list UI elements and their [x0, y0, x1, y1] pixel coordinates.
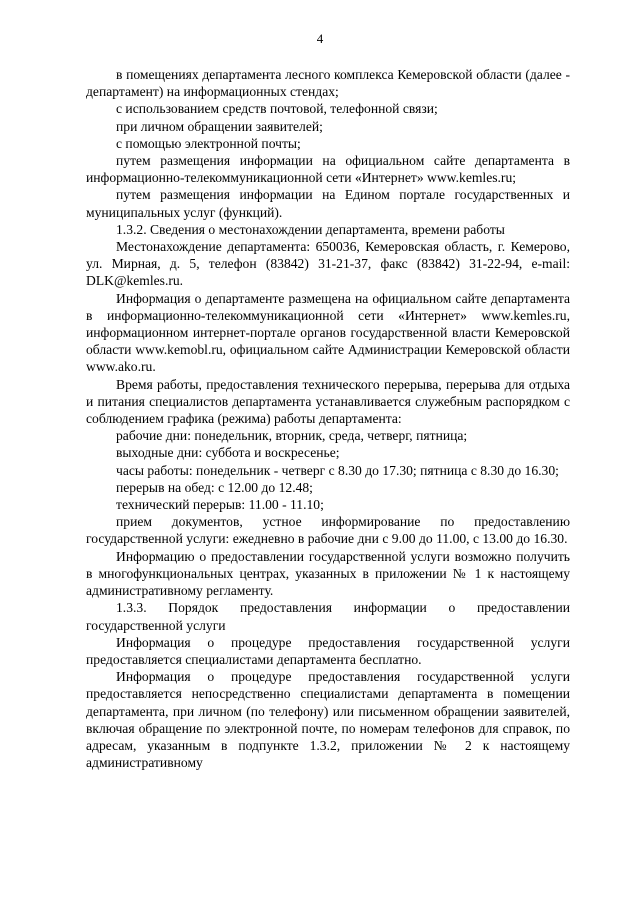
section-heading-1-3-3: 1.3.3. Порядок предоставления информации о предоставлении государственной услуги [86, 600, 570, 633]
paragraph-location: Местонахождение департамента: 650036, Кемеровская область, г. Кемерово, ул. Мирная, д. 5, телефон (83842) 31-21-37, факс (83842) 31-22-94, e-mail: DLK@kemles.ru. [86, 239, 570, 289]
paragraph-info-stands: в помещениях департамента лесного комплекса Кемеровской области (далее - департамент) на информационных стендах; [86, 67, 570, 100]
document-body [86, 66, 570, 771]
paragraph-working-days: рабочие дни: понедельник, вторник, среда, четверг, пятница; [116, 428, 468, 444]
paragraph-lunch-break: перерыв на обед: с 12.00 до 12.48; [116, 479, 313, 495]
paragraph-email: с помощью электронной почты; [116, 135, 301, 151]
paragraph-mfc: Информацию о предоставлении государственной услуги возможно получить в многофункциональных центрах, указанных в приложении № 1 к настоящему административному регламенту. [86, 548, 570, 599]
paragraph-working-hours: часы работы: понедельник - четверг с 8.30 до 17.30; пятница с 8.30 до 16.30; [116, 462, 559, 478]
paragraph-websites: Информация о департаменте размещена на официальном сайте департамента в информационно-телекоммуникационной сети «Интернет» www.kemles.ru, информационном интернет-портале органов государственной власти Кемеровской области www.kemobl.ru, официальном сайте Администрации Кемеровской области www.ako.ru. [86, 290, 570, 375]
paragraph-days-off: выходные дни: суббота и воскресенье; [116, 445, 340, 461]
paragraph-unified-portal: путем размещения информации на Едином портале государственных и муниципальных услуг (функций). [86, 187, 570, 220]
paragraph-procedure-info: Информация о процедуре предоставления государственной услуги предоставляется непосредственно специалистами департамента в помещении департамента, при личном (по телефону) или письменном обращении заявителей, включая обращение по электронной почте, по номерам телефонов для справок, по адресам, указанным в подпункте 1.3.2, приложении № 2 к настоящему административному [86, 669, 570, 771]
paragraph-official-site: путем размещения информации на официальном сайте департамента в информационно-телекоммуникационной сети «Интернет» www.kemles.ru; [86, 153, 570, 186]
paragraph-personal-request: при личном обращении заявителей; [116, 118, 323, 134]
section-heading-1-3-2: 1.3.2. Сведения о местонахождении департамента, времени работы [116, 221, 505, 237]
paragraph-free-info: Информация о процедуре предоставления государственной услуги предоставляется специалистами департамента бесплатно. [86, 634, 570, 667]
paragraph-technical-break: технический перерыв: 11.00 - 11.10; [116, 497, 324, 513]
paragraph-reception-hours: прием документов, устное информирование по предоставлению государственной услуги: ежедневно в рабочие дни с 9.00 до 11.00, с 13.00 до 16.30. [86, 514, 570, 547]
paragraph-postal-phone: с использованием средств почтовой, телефонной связи; [116, 101, 438, 117]
page-number: 4 [316, 31, 324, 46]
paragraph-work-time: Время работы, предоставления технического перерыва, перерыва для отдыха и питания специалистов департамента устанавливается служебным распорядком с соблюдением графика (режима) работы департамента: [86, 376, 570, 427]
